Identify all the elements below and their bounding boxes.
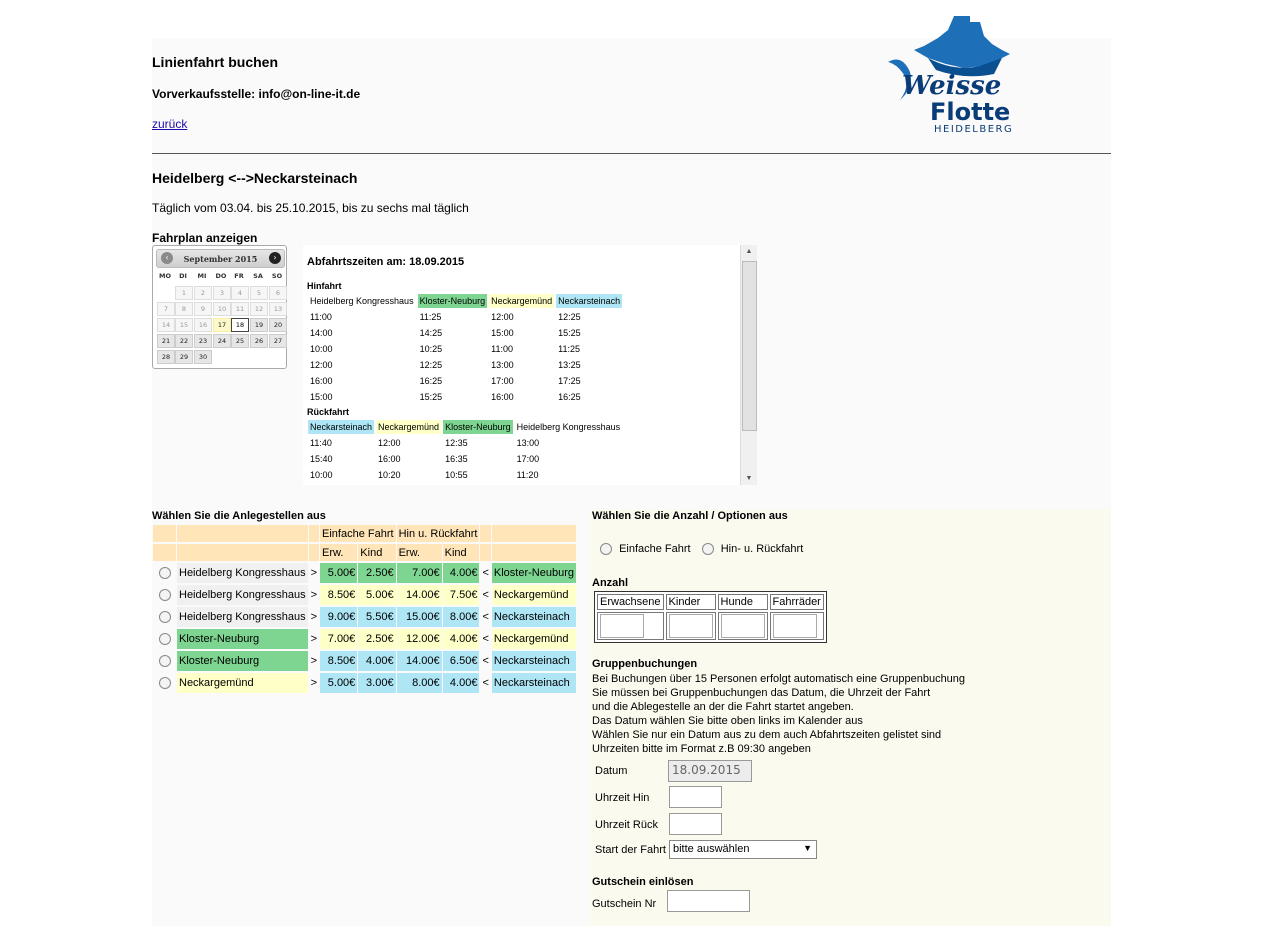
stop-cell-to: Neckarsteinach — [492, 607, 576, 627]
weekday-4: FR — [234, 272, 244, 280]
stop-cell-to: Neckargemünd — [492, 585, 576, 605]
header-kind: Kind — [443, 544, 480, 561]
radio-cell[interactable] — [153, 629, 176, 649]
hunde-input[interactable] — [721, 614, 765, 638]
departure-row — [308, 358, 622, 372]
stop-cell-h-erw: 8.00€ — [397, 673, 442, 693]
departure-time: 12:35 — [445, 438, 468, 448]
weisse-flotte-logo — [884, 14, 1034, 136]
stop-cell-h-erw: 12.00€ — [397, 629, 442, 649]
options-title: Wählen Sie die Anzahl / Optionen aus — [592, 510, 788, 522]
radio-cell[interactable] — [153, 673, 176, 693]
stop-cell-from: Heidelberg Kongresshaus — [177, 563, 308, 583]
calendar-day[interactable]: 21 — [157, 334, 175, 348]
stop-cell-e-kind: 4.00€ — [358, 651, 395, 671]
calendar-day: 1 — [175, 286, 193, 300]
calendar-day[interactable]: 23 — [194, 334, 212, 348]
stop-radio[interactable] — [159, 677, 171, 689]
calendar-day[interactable]: 25 — [231, 334, 249, 348]
stop-cell-h-kind: 4.00€ — [443, 563, 480, 583]
stop-cell-to: Kloster-Neuburg — [492, 563, 576, 583]
vvk-info: Vorverkaufsstelle: info@on-line-it.de — [152, 87, 361, 101]
gruppen-line: Das Datum wählen Sie bitte oben links im Kalender aus — [592, 715, 863, 727]
stop-radio[interactable] — [159, 633, 171, 645]
header-erw: Erw. — [320, 544, 357, 561]
route-info: Täglich vom 03.04. bis 25.10.2015, bis zu sechs mal täglich — [152, 201, 469, 215]
stop-row[interactable] — [153, 563, 576, 583]
stop-cell-e-kind: 3.00€ — [358, 673, 395, 693]
departure-time: 15:40 — [310, 454, 333, 464]
stop-radio[interactable] — [159, 589, 171, 601]
calendar-day[interactable]: 22 — [175, 334, 193, 348]
stop-cell-lt: < — [482, 633, 489, 645]
departure-time: 12:00 — [310, 360, 333, 370]
page-title: Linienfahrt buchen — [152, 54, 278, 70]
departure-row — [308, 390, 622, 404]
stop-cell-h-kind: 4.00€ — [443, 629, 480, 649]
gruppen-title: Gruppenbuchungen — [592, 658, 698, 670]
radio-cell[interactable] — [153, 607, 176, 627]
departure-time: 15:25 — [419, 392, 443, 402]
stop-radio[interactable] — [159, 655, 171, 667]
header-divider — [152, 153, 1111, 154]
rueckfahrt-label: Rückfahrt — [307, 407, 350, 417]
departure-time: 17:00 — [491, 376, 514, 386]
stop-cell-from: Heidelberg Kongresshaus — [177, 585, 308, 605]
stop-cell-gt: > — [310, 633, 318, 645]
stop-cell-gt: > — [310, 677, 318, 689]
calendar-day: 6 — [269, 286, 287, 300]
stop-cell-gt: > — [310, 655, 318, 667]
calendar-day: 7 — [157, 302, 175, 316]
calendar-day: 4 — [231, 286, 249, 300]
departure-row — [308, 374, 622, 388]
scroll-down-icon[interactable]: ▼ — [745, 475, 753, 482]
gutschein-label: Gutschein Nr — [592, 898, 657, 910]
departure-time: 15:25 — [558, 328, 581, 338]
weekday-6: SO — [271, 272, 283, 280]
stop-cell-e-kind: 5.00€ — [358, 585, 395, 605]
gruppen-line: Wählen Sie nur ein Datum aus zu dem auch Abfahrtszeiten gelistet sind — [592, 729, 942, 741]
weekday-0: MO — [159, 272, 171, 280]
uhrzeit-hin-label: Uhrzeit Hin — [595, 792, 650, 804]
stop-cell-e-erw: 5.00€ — [320, 563, 357, 583]
departure-time: 10:00 — [310, 344, 333, 354]
gutschein-input[interactable] — [667, 890, 750, 912]
uhrzeit-hin-input[interactable] — [669, 786, 722, 808]
stops-table — [152, 523, 577, 695]
departure-time: 12:00 — [378, 438, 401, 448]
departure-row — [308, 310, 622, 324]
stop-cell-lt: < — [482, 611, 489, 623]
departure-time: 16:00 — [378, 454, 401, 464]
stop-cell-e-erw: 8.50€ — [320, 651, 357, 671]
uhrzeit-rueck-input[interactable] — [669, 813, 722, 835]
stop-cell-h-kind: 7.50€ — [443, 585, 480, 605]
stop-cell-e-kind: 5.50€ — [358, 607, 395, 627]
stop-cell-h-erw: 14.00€ — [397, 651, 442, 671]
hinfahrt-label: Hinfahrt — [307, 281, 342, 291]
stop-cell-h-kind: 4.00€ — [443, 673, 480, 693]
stop-cell-h-kind: 8.00€ — [443, 607, 480, 627]
departure-time: 13:00 — [491, 360, 514, 370]
calendar-day[interactable]: 17 — [213, 318, 231, 332]
datum-label: Datum — [595, 765, 628, 777]
einfach-label: Einfache Fahrt — [619, 543, 691, 555]
departure-time: 14:25 — [419, 328, 443, 338]
stop-header: Neckarsteinach — [310, 422, 373, 432]
departure-row — [308, 436, 622, 450]
stop-cell-from: Neckargemünd — [177, 673, 308, 693]
weekday-1: DI — [179, 272, 187, 280]
calendar-day[interactable]: 29 — [175, 350, 193, 364]
departure-time: 13:00 — [516, 438, 540, 448]
stop-cell-e-erw: 8.50€ — [320, 585, 357, 605]
gruppen-line: Uhrzeiten bitte im Format z.B 09:30 angeben — [592, 743, 811, 755]
stop-row[interactable] — [153, 673, 576, 693]
calendar-day[interactable]: 30 — [194, 350, 212, 364]
stop-cell-gt: > — [310, 611, 318, 623]
departure-time: 15:00 — [491, 328, 514, 338]
departure-time: 10:00 — [310, 470, 333, 480]
stop-cell-to: Neckarsteinach — [492, 651, 576, 671]
weekday-5: SA — [253, 272, 263, 280]
departure-time: 15:00 — [310, 392, 333, 402]
calendar-day: 16 — [194, 318, 212, 332]
hinrueck-radio[interactable] — [702, 543, 714, 555]
chevron-down-icon: ▼ — [803, 843, 812, 853]
scroll-up-icon[interactable]: ▲ — [745, 248, 753, 255]
calendar-day: 5 — [250, 286, 268, 300]
departure-time: 17:00 — [516, 454, 540, 464]
anzahl-table — [594, 591, 827, 643]
departure-time: 11:25 — [419, 312, 442, 322]
calendar-day[interactable]: 26 — [250, 334, 268, 348]
weekday-2: MI — [197, 272, 207, 280]
calendar-day[interactable]: 28 — [157, 350, 175, 364]
departures-title: Abfahrtszeiten am: 18.09.2015 — [307, 256, 465, 268]
departure-time: 16:00 — [491, 392, 514, 402]
datepicker — [152, 245, 287, 369]
stop-cell-lt: < — [482, 677, 489, 689]
radio-cell[interactable] — [153, 585, 176, 605]
svg-text:Weisse: Weisse — [902, 71, 1002, 101]
stop-row[interactable] — [153, 585, 576, 605]
stop-cell-gt: > — [310, 589, 318, 601]
stop-header: Neckarsteinach — [558, 296, 621, 306]
calendar-day: 15 — [175, 318, 193, 332]
next-month-icon[interactable]: › — [269, 252, 281, 264]
departure-row — [308, 342, 622, 356]
stop-cell-from: Heidelberg Kongresshaus — [177, 607, 308, 627]
anzahl-title: Anzahl — [592, 577, 629, 589]
departure-time: 13:25 — [558, 360, 581, 370]
start-select[interactable] — [669, 840, 817, 859]
stop-cell-h-erw: 15.00€ — [397, 607, 442, 627]
calendar-day: 2 — [194, 286, 212, 300]
header-kind: Kind — [358, 544, 395, 561]
stop-header: Heidelberg Kongresshaus — [516, 422, 621, 432]
departure-time: 16:00 — [310, 376, 333, 386]
departure-time: 11:40 — [310, 438, 332, 448]
kinder-input[interactable] — [669, 614, 713, 638]
radio-cell[interactable] — [153, 563, 176, 583]
header-einfache-fahrt: Einfache Fahrt — [320, 525, 396, 542]
departure-time: 16:25 — [419, 376, 443, 386]
departure-time: 17:25 — [558, 376, 581, 386]
departures-scrollbar[interactable] — [740, 245, 757, 485]
departure-row — [308, 326, 622, 340]
calendar-day[interactable]: 27 — [269, 334, 287, 348]
calendar-day: 13 — [269, 302, 287, 316]
header-hin-rueckfahrt: Hin u. Rückfahrt — [397, 525, 480, 542]
stops-title: Wählen Sie die Anlegestellen aus — [152, 510, 326, 522]
stop-header: Kloster-Neuburg — [445, 422, 511, 432]
stop-header: Neckargemünd — [491, 296, 553, 306]
calendar-day: 14 — [157, 318, 175, 332]
stop-header: Heidelberg Kongresshaus — [310, 296, 414, 306]
stop-cell-lt: < — [482, 589, 489, 601]
calendar-day: 9 — [194, 302, 212, 316]
start-label: Start der Fahrt — [595, 844, 666, 856]
hinfahrt-table — [306, 292, 624, 406]
header-erw: Erw. — [397, 544, 442, 561]
stop-cell-from: Kloster-Neuburg — [177, 629, 308, 649]
departure-time: 16:35 — [445, 454, 468, 464]
stop-row[interactable] — [153, 651, 576, 671]
col-hunde: Hunde — [718, 594, 768, 610]
stop-row[interactable] — [153, 629, 576, 649]
stop-cell-to: Neckarsteinach — [492, 673, 576, 693]
svg-text:HEIDELBERG: HEIDELBERG — [934, 124, 1014, 135]
stop-cell-e-erw: 5.00€ — [320, 673, 357, 693]
stop-cell-e-kind: 2.50€ — [358, 629, 395, 649]
departure-time: 11:20 — [516, 470, 539, 480]
departure-time: 10:25 — [419, 344, 443, 354]
departure-time: 11:25 — [558, 344, 580, 354]
back-link[interactable]: zurück — [152, 117, 188, 131]
calendar-day: 8 — [175, 302, 193, 316]
calendar-day: 3 — [213, 286, 231, 300]
calendar-day[interactable]: 20 — [269, 318, 287, 332]
datepicker-header — [156, 249, 285, 268]
hinrueck-label: Hin- u. Rückfahrt — [720, 543, 804, 555]
calendar-day: 11 — [231, 302, 249, 316]
departure-time: 12:00 — [491, 312, 514, 322]
svg-text:Flotte: Flotte — [930, 98, 1011, 126]
departure-time: 10:55 — [445, 470, 468, 480]
stop-radio[interactable] — [159, 611, 171, 623]
gruppen-text — [592, 672, 965, 756]
gruppen-line: und die Ablegestelle an der die Fahrt startet angeben. — [592, 701, 854, 713]
route-title: Heidelberg <-->Neckarsteinach — [152, 170, 358, 186]
departure-row — [308, 452, 622, 466]
departure-time: 14:00 — [310, 328, 333, 338]
departures-panel — [303, 245, 757, 485]
uhrzeit-rueck-label: Uhrzeit Rück — [595, 819, 658, 831]
einfach-radio[interactable] — [600, 543, 612, 555]
stop-row[interactable] — [153, 607, 576, 627]
gutschein-title: Gutschein einlösen — [592, 876, 694, 888]
calendar-day[interactable]: 19 — [250, 318, 268, 332]
gruppen-line: Bei Buchungen über 15 Personen erfolgt automatisch eine Gruppenbuchung — [592, 673, 966, 685]
scroll-thumb[interactable] — [742, 261, 757, 431]
fahrtart-radios — [600, 543, 803, 555]
radio-cell[interactable] — [153, 651, 176, 671]
stop-cell-h-erw: 14.00€ — [397, 585, 442, 605]
stop-cell-e-erw: 9.00€ — [320, 607, 357, 627]
departure-time: 10:20 — [378, 470, 401, 480]
datepicker-month: September 2015 — [183, 254, 258, 264]
stop-cell-lt: < — [482, 655, 489, 667]
calendar-day[interactable]: 24 — [213, 334, 231, 348]
departure-row — [308, 468, 622, 482]
stop-cell-gt: > — [310, 567, 318, 579]
stop-header: Neckargemünd — [378, 422, 440, 432]
stop-cell-e-erw: 7.00€ — [320, 629, 357, 649]
weekday-3: DO — [215, 272, 227, 280]
calendar-day: 10 — [213, 302, 231, 316]
calendar-day: 12 — [250, 302, 268, 316]
departure-time: 11:00 — [491, 344, 513, 354]
stop-cell-h-erw: 7.00€ — [397, 563, 442, 583]
departure-time: 11:00 — [310, 312, 332, 322]
erwachsene-input[interactable] — [600, 614, 644, 638]
stop-cell-h-kind: 6.50€ — [443, 651, 480, 671]
stop-cell-lt: < — [482, 567, 489, 579]
fahrplan-label: Fahrplan anzeigen — [152, 231, 258, 245]
departure-time: 12:25 — [419, 360, 443, 370]
col-kinder: Kinder — [666, 594, 716, 610]
stop-cell-to: Neckargemünd — [492, 629, 576, 649]
col-erwachsene: Erwachsene — [597, 594, 664, 610]
rueckfahrt-table — [306, 418, 624, 484]
prev-month-icon[interactable]: ‹ — [161, 252, 173, 264]
stop-header: Kloster-Neuburg — [419, 296, 486, 306]
col-fahrraeder: Fahrräder — [770, 594, 824, 610]
datum-field[interactable]: 18.09.2015 — [668, 760, 752, 782]
stop-cell-from: Kloster-Neuburg — [177, 651, 308, 671]
gruppen-line: Sie müssen bei Gruppenbuchungen das Datum, die Uhrzeit der Fahrt — [592, 687, 931, 699]
fahrraeder-input[interactable] — [773, 614, 817, 638]
stop-cell-e-kind: 2.50€ — [358, 563, 395, 583]
departure-time: 16:25 — [558, 392, 581, 402]
calendar-day[interactable]: 18 — [231, 318, 249, 332]
stop-radio[interactable] — [159, 567, 171, 579]
start-select-value: bitte auswählen — [673, 843, 750, 855]
departure-time: 12:25 — [558, 312, 581, 322]
